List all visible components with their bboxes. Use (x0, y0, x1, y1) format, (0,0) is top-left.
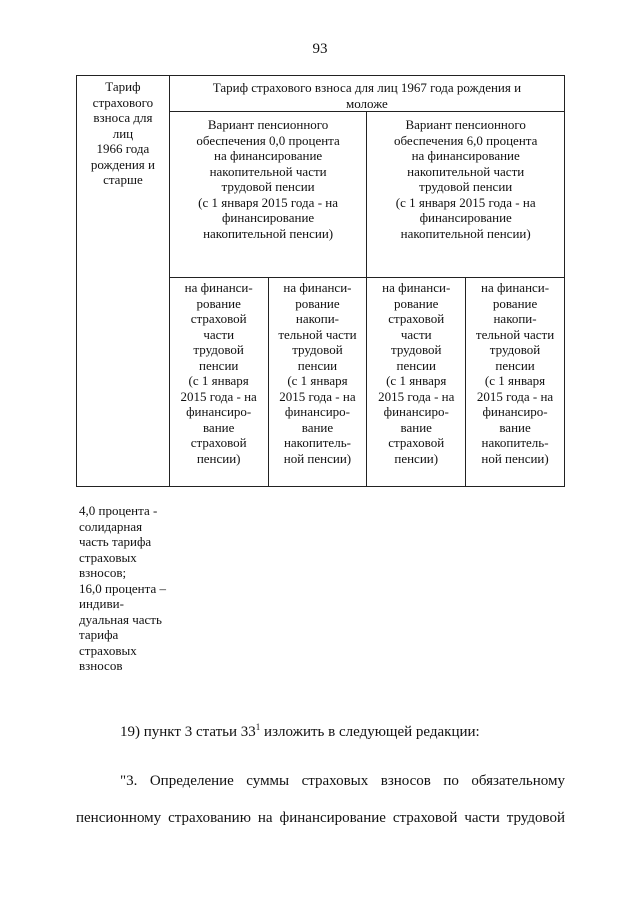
paragraph-item-19-text: 19) пункт 3 статьи 33 (120, 724, 256, 740)
tariff-rates-text: 4,0 процента - солидарная часть тарифа страховых взносов; 16,0 процента – индиви- дуальная часть тарифа страховых взносов (79, 503, 167, 673)
subheader-funded-part-variant-0: на финанси- рование накопи- тельной части трудовой пенсии (с 1 января 2015 года - на финансиро- вание накопитель- ной пенсии) (268, 278, 367, 487)
paragraph-point-3-line-2: пенсионному страхованию на финансирование страховой части трудовой (76, 810, 565, 826)
header-tariff-1966-and-older: Тариф страхового взноса для лиц 1966 года рождения и старше (77, 76, 170, 487)
article-superscript: 1 (255, 722, 261, 732)
tariff-table (76, 75, 565, 487)
header-variant-6-percent: Вариант пенсионного обеспечения 6,0 процента на финансирование накопительной части трудовой пенсии (с 1 января 2015 года - на финансирование накопительной пенсии) (367, 112, 565, 278)
paragraph-item-19-text-end: изложить в следующей редакции: (260, 724, 480, 740)
header-tariff-1967-and-younger: Тариф страхового взноса для лиц 1967 года рождения и моложе (169, 76, 564, 112)
paragraph-item-19 (120, 722, 480, 741)
paragraph-point-3 (76, 763, 565, 837)
paragraph-point-3-line-1: "3. Определение суммы страховых взносов по обязательному (120, 773, 565, 789)
subheader-insurance-part-variant-6: на финанси- рование страховой части трудовой пенсии (с 1 января 2015 года - на финансиро- вание страховой пенсии) (367, 278, 466, 487)
subheader-funded-part-variant-6: на финанси- рование накопи- тельной части трудовой пенсии (с 1 января 2015 года - на финансиро- вание накопитель- ной пенсии) (466, 278, 565, 487)
subheader-insurance-part-variant-0: на финанси- рование страховой части трудовой пенсии (с 1 января 2015 года - на финансиро- вание страховой пенсии) (169, 278, 268, 487)
header-variant-0-percent: Вариант пенсионного обеспечения 0,0 процента на финансирование накопительной части трудовой пенсии (с 1 января 2015 года - на финансирование накопительной пенсии) (169, 112, 367, 278)
page-number: 93 (312, 41, 328, 57)
